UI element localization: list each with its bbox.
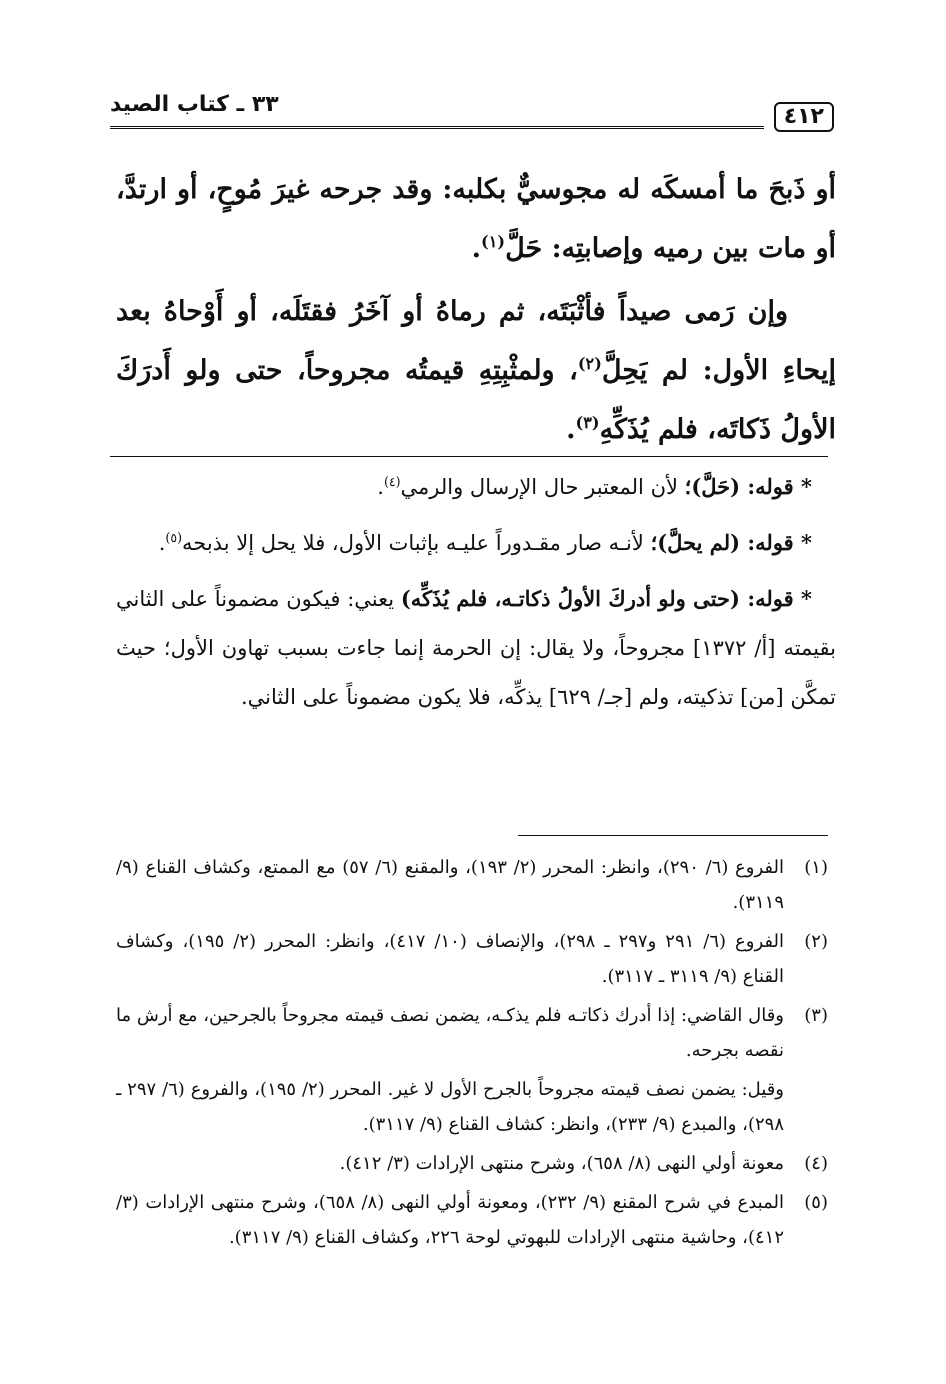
commentary-1-text: لأن المعتبر حال الإرسال والرمي — [400, 475, 685, 499]
footnote — [116, 1146, 828, 1181]
section-divider — [110, 456, 828, 457]
page-number: ٤١٢ — [774, 102, 834, 132]
main-p1-text: أو ذَبحَ ما أمسكَه له مجوسيٌّ بكلبه: وقد جرحه غيرَ مُوحٍ، أو ارتدَّ، أو مات بين رميه وإصابتِه: حَلَّ — [116, 174, 836, 264]
footnote-number: (٥) — [804, 1192, 828, 1213]
footnote-text: الفروع (٦/ ٢٩٠)، وانظر: المحرر (٢/ ١٩٣)، والمقنع (٦/ ٥٧) مع الممتع، وكشاف القناع (٩/ ٣١١٩). — [116, 857, 784, 913]
commentary-3 — [116, 574, 836, 722]
footnote-ref-2: (٢) — [577, 354, 602, 373]
commentary-2 — [116, 518, 836, 568]
header-rule — [110, 126, 764, 129]
footnote — [116, 1185, 828, 1255]
commentary-1-lead: * قوله: (حَلَّ)؛ — [684, 474, 812, 499]
commentary — [116, 462, 836, 728]
footnote — [116, 850, 828, 920]
main-text — [116, 160, 836, 459]
footnote-text: وقال القاضي: إذا أدرك ذكاتـه فلم يذكـه، يضمن نصف قيمته مجروحاً بالجرحين، مع أرش ما نقصه بجرحه. — [116, 1005, 784, 1061]
footnote-text: الفروع (٦/ ٢٩١ و٢٩٧ ـ ٢٩٨)، والإنصاف (١٠/ ٤١٧)، وانظر: المحرر (٢/ ١٩٥)، وكشاف القناع (٩/ ٣١١٩ ـ ٣١١٧). — [116, 931, 784, 987]
footnote — [116, 924, 828, 994]
commentary-2-text: لأنـه صار مقـدوراً عليـه بإثبات الأول، فلا يحل إلا بذبحه — [182, 531, 651, 555]
chapter-title: ٣٣ ـ كتاب الصيد — [110, 92, 279, 117]
main-paragraph-1 — [116, 160, 836, 278]
commentary-1 — [116, 462, 836, 512]
commentary-2-lead: * قوله: (لم يحلَّ)؛ — [650, 530, 812, 555]
commentary-3-text: يعني: فيكون مضموناً على الثاني بقيمته [أ/ ١٣٧٢] مجروحاً، ولا يقال: إن الحرمة إنما جاءت بسبب تهاون الأول؛ حيث تمكَّن [من] تذكيته، ولم [جـ/ ٦٢٩] يذكِّه، فلا يكون مضموناً على الثاني. — [116, 587, 837, 709]
footnote-divider — [518, 835, 828, 836]
commentary-1-end: . — [377, 475, 384, 499]
page-header — [110, 92, 834, 132]
main-p1-end: . — [471, 233, 482, 264]
footnote-ref-4: (٤) — [383, 474, 401, 489]
footnote-number: (١) — [804, 857, 828, 878]
footnote-number: (٣) — [804, 1005, 828, 1026]
footnote-number: (٢) — [804, 931, 828, 952]
commentary-3-lead: * قوله: (حتى ولو أدركَ الأولُ ذكاتـه، فلم يُذَكِّه) — [400, 586, 812, 611]
main-paragraph-2 — [116, 282, 836, 459]
footnote-ref-1: (١) — [481, 232, 506, 251]
commentary-2-end: . — [158, 531, 166, 555]
main-p2-text-b: ، ولمثْبِتِهِ قيمتُه مجروحاً، حتى ولو أَدرَكَ الأولُ ذَكاتَه، فلم يُذَكِّهِ — [116, 355, 836, 445]
footnote-continuation: وقيل: يضمن نصف قيمته مجروحاً بالجرح الأول لا غير. المحرر (٢/ ١٩٥)، والفروع (٦/ ٢٩٧ ـ ٢٩٨)، والمبدع (٩/ ٢٣٣)، وانظر: كشاف القناع (٩/ ٣١١٧). — [116, 1079, 785, 1135]
footnote — [116, 998, 828, 1068]
main-p2-text-a: وإن رَمى صيداً فأثْبَتَه، ثم رماهُ أو آخَرُ فقتَلَه، أو أَوْحاهُ بعد إيحاءِ الأول: لم يَحِلَّ — [116, 296, 836, 386]
footnotes — [116, 850, 828, 1259]
footnote-ref-5: (٥) — [165, 530, 183, 545]
footnote-number: (٤) — [804, 1153, 828, 1174]
footnote-text: معونة أولي النهى (٨/ ٦٥٨)، وشرح منتهى الإرادات (٣/ ٤١٢). — [339, 1153, 784, 1174]
footnote-ref-3: (٣) — [575, 413, 600, 432]
footnote-text: المبدع في شرح المقنع (٩/ ٢٣٢)، ومعونة أولي النهى (٨/ ٦٥٨)، وشرح منتهى الإرادات (٣/ ٤١٢)، وحاشية منتهى الإرادات للبهوتي لوحة ٢٢٦، وكشاف القناع (٩/ ٣١١٧). — [116, 1192, 784, 1248]
main-p2-end: . — [566, 414, 576, 445]
